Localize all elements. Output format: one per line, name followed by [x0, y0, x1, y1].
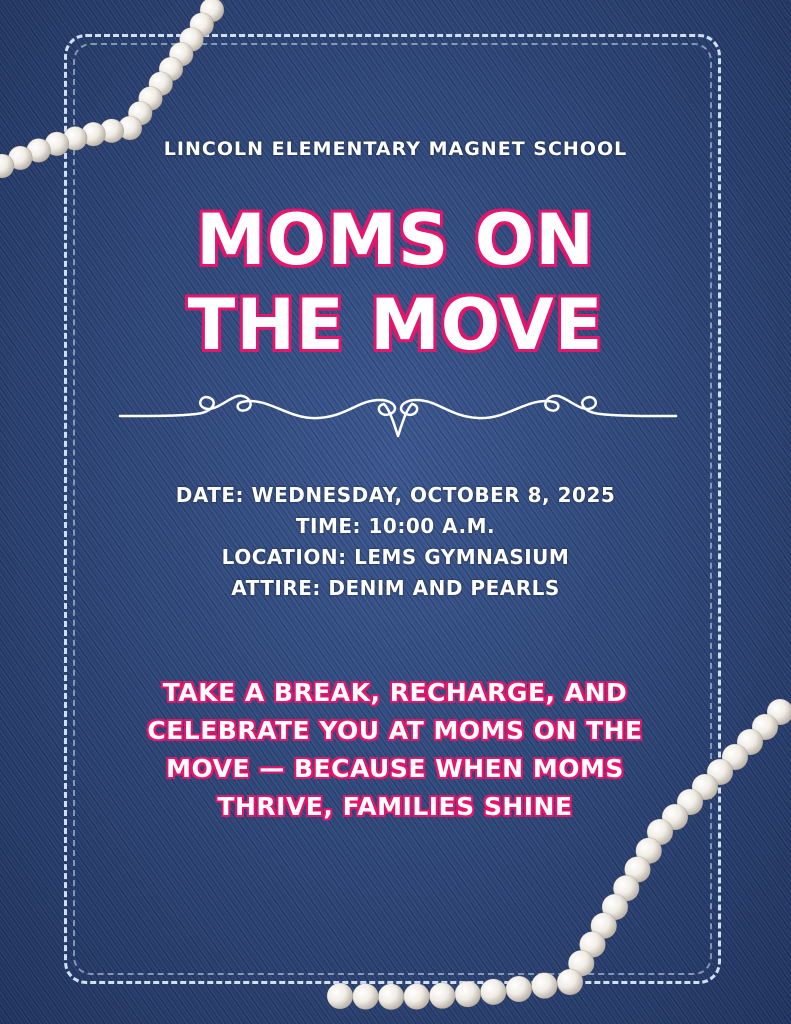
event-date: DATE: WEDNESDAY, OCTOBER 8, 2025	[175, 483, 616, 507]
tagline-line: THRIVE, FAMILIES SHINE	[217, 792, 573, 821]
school-name: LINCOLN ELEMENTARY MAGNET SCHOOL	[163, 138, 628, 160]
pearl	[752, 714, 778, 740]
tagline-line: CELEBRATE YOU AT MOMS ON THE	[147, 716, 643, 745]
pearl	[404, 984, 430, 1010]
pearl	[378, 984, 404, 1010]
event-time: TIME: 10:00 A.M.	[295, 514, 496, 538]
event-title-line-1: MOMS ON	[196, 199, 595, 281]
pearl	[722, 744, 748, 770]
event-title-line-2: THE MOVE	[187, 284, 604, 366]
tagline	[100, 674, 690, 826]
event-location: LOCATION: LEMS GYMNASIUM	[221, 545, 570, 569]
tagline-line: MOVE — BECAUSE WHEN MOMS	[166, 754, 624, 783]
flourish-divider-icon	[118, 380, 678, 440]
pearl	[455, 981, 481, 1007]
pearl	[353, 983, 379, 1009]
pearl	[737, 729, 763, 755]
event-attire: ATTIRE: DENIM AND PEARLS	[231, 576, 560, 600]
pearl	[327, 983, 353, 1009]
tagline-line: TAKE A BREAK, RECHARGE, AND	[162, 678, 628, 707]
pearl	[429, 983, 455, 1009]
pearl	[200, 0, 224, 22]
pearl	[767, 699, 791, 725]
event-details	[0, 480, 791, 604]
